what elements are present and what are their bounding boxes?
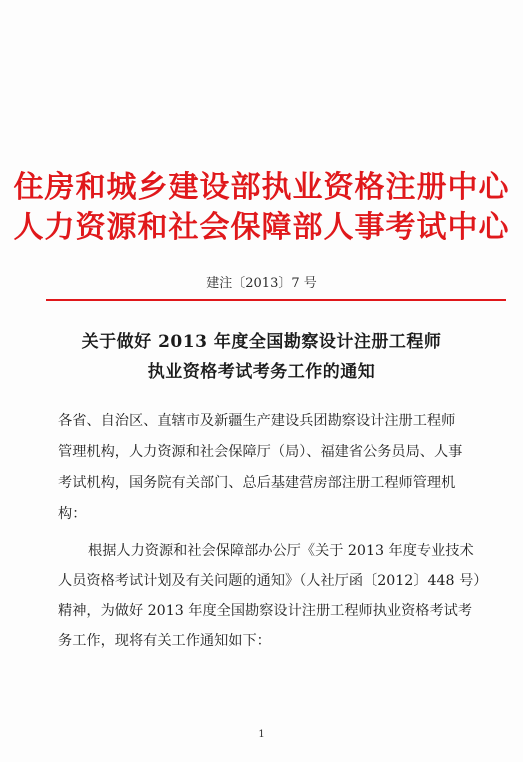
addressee-line: 各省、自治区、直辖市及新疆生产建设兵团勘察设计注册工程师 <box>58 413 456 429</box>
body-paragraph-line: 人员资格考试计划及有关问题的通知》（人社厅函〔2012〕448 号） <box>58 573 488 589</box>
addressee-line: 考试机构，国务院有关部门、总后基建营房部注册工程师管理机 <box>58 475 456 491</box>
notice-title-line-2: 执业资格考试考务工作的通知 <box>147 362 376 382</box>
body-paragraph-line: 精神，为做好 2013 年度全国勘察设计注册工程师执业资格考试考 <box>58 603 473 619</box>
issuer-line-1: 住房和城乡建设部执业资格注册中心 <box>13 170 510 205</box>
notice-title-line-1: 关于做好 2013 年度全国勘察设计注册工程师 <box>81 332 442 352</box>
page-number: 1 <box>258 729 265 740</box>
addressee-line: 管理机构，人力资源和社会保障厅（局）、福建省公务员局、人事 <box>58 444 463 460</box>
addressee-line: 构： <box>58 506 87 522</box>
red-divider-rule <box>46 299 506 301</box>
body-paragraph-line: 根据人力资源和社会保障部办公厅《关于 2013 年度专业技术 <box>88 543 474 559</box>
document-number: 建注〔2013〕7 号 <box>206 276 317 291</box>
body-paragraph-line: 务工作，现将有关工作通知如下： <box>58 633 271 649</box>
issuer-line-2: 人力资源和社会保障部人事考试中心 <box>13 210 510 245</box>
